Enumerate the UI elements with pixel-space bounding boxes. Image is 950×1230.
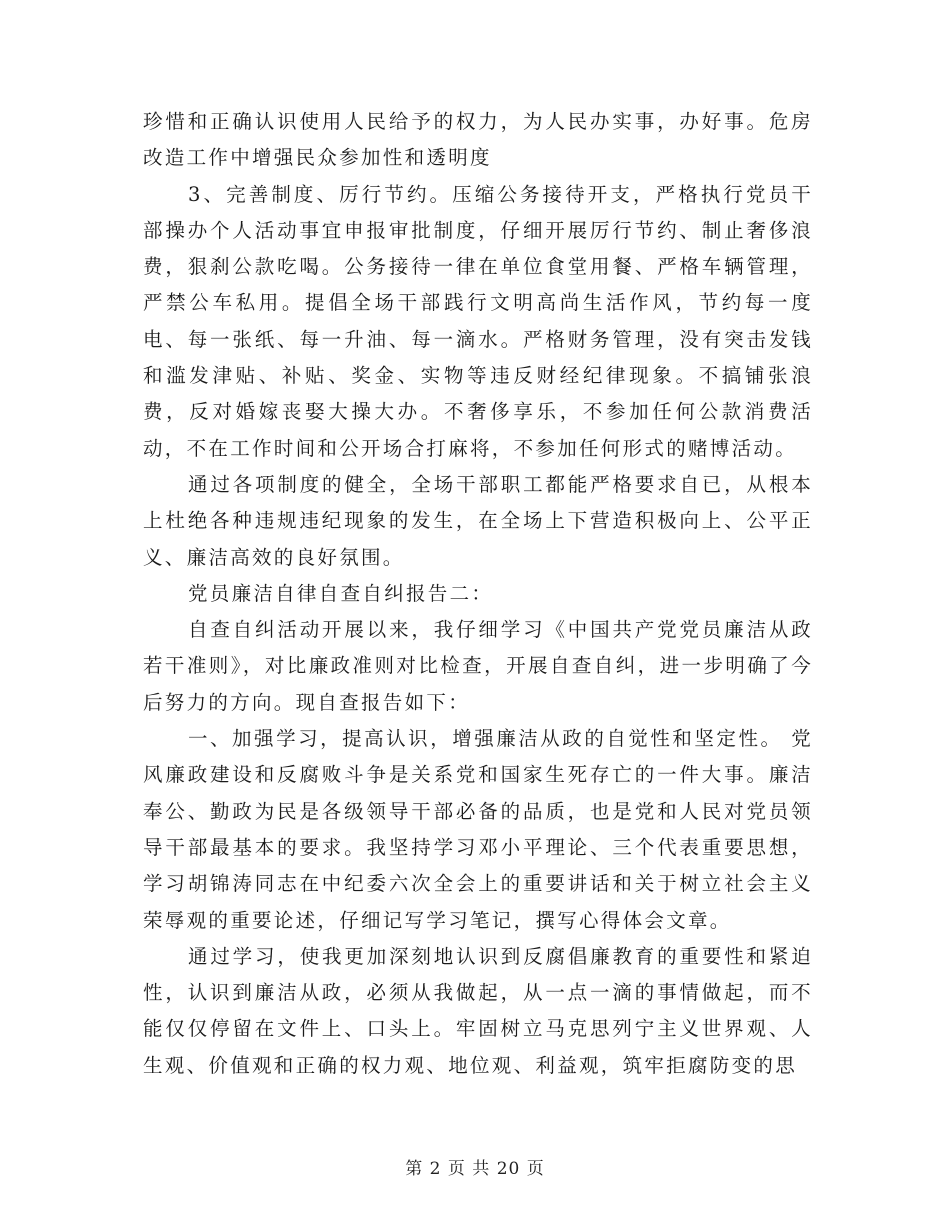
report-two-heading: 党员廉洁自律自查自纠报告二： bbox=[188, 581, 494, 605]
paragraph-section-one-study: 一、加强学习，提高认识，增强廉洁从政的自觉性和坚定性。 党风廉政建设和反腐败斗争是关系党和国家生死存亡的一件大事。廉洁奉公、勤政为民是各级领导干部必备的品质，也是党和人民对党员领导干部最基本的要求。我坚持学习邓小平理论、三个代表重要思想，学习胡锦涛同志在中纪委六次全会上的重要讲话和关于树立社会主义荣辱观的重要论述，仔细记写学习笔记，撰写心得体会文章。 bbox=[143, 727, 813, 932]
paragraph-item-3-frugality: 3、完善制度、厉行节约。压缩公务接待开支，严格执行党员干部操办个人活动事宜申报审批制度，仔细开展厉行节约、制止奢侈浪费，狠刹公款吃喝。公务接待一律在单位食堂用餐、严格车辆管理，严禁公车私用。提倡全场干部践行文明高尚生活作风，节约每一度电、每一张纸、每一升油、每一滴水。严格财务管理，没有突击发钱和滥发津贴、补贴、奖金、实物等违反财经纪律现象。不搞铺张浪费，反对婚嫁丧娶大操大办。不奢侈享乐，不参加任何公款消费活动，不在工作时间和公开场合打麻将，不参加任何形式的赌博活动。 bbox=[143, 182, 813, 460]
paragraph-continuation: 珍惜和正确认识使用人民给予的权力，为人民办实事，办好事。危房改造工作中增强民众参加性和透明度 bbox=[143, 110, 813, 170]
document-body bbox=[143, 104, 813, 1084]
page-number: 第 2 页 共 20 页 bbox=[405, 1159, 545, 1179]
page-footer bbox=[0, 1154, 950, 1179]
paragraph-system-summary: 通过各项制度的健全，全场干部职工都能严格要求自已，从根本上杜绝各种违规违纪现象的发生，在全场上下营造积极向上、公平正义、廉洁高效的良好氛围。 bbox=[143, 472, 813, 569]
paragraph-self-inspection-intro: 自查自纠活动开展以来，我仔细学习《中国共产党党员廉洁从政若干准则》，对比廉政准则对比检查，开展自查自纠，进一步明确了今后努力的方向。现自查报告如下： bbox=[143, 618, 813, 714]
paragraph-study-reflection: 通过学习，使我更加深刻地认识到反腐倡廉教育的重要性和紧迫性，认识到廉洁从政，必须从我做起，从一点一滴的事情做起，而不能仅仅停留在文件上、口头上。牢固树立马克思列宁主义世界观、人生观、价值观和正确的权力观、地位观、利益观，筑牢拒腐防变的思 bbox=[143, 944, 813, 1077]
